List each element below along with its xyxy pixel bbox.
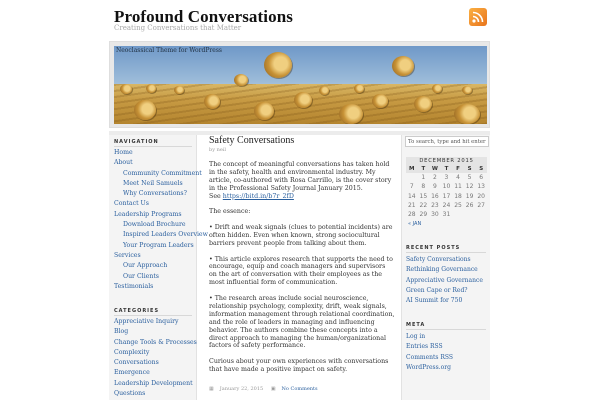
calendar-weekday: F xyxy=(452,165,464,173)
post-paragraph: • Drift and weak signals (clues to potential incidents) are often hidden. Even when known, strong sociocultural barriers prevent people from talking about them. xyxy=(209,224,393,247)
nav-item-why-conversations[interactable]: Why Conversations? xyxy=(123,190,187,198)
calendar-day: 6 xyxy=(479,174,484,182)
calendar-day: 11 xyxy=(454,183,462,191)
calendar-day: 21 xyxy=(407,202,416,210)
recent-post-green-cape-or-red[interactable]: Green Cape or Red? xyxy=(406,286,468,294)
nav-item-inspired-leaders-overview[interactable]: Inspired Leaders Overview xyxy=(123,231,208,239)
calendar-day: 9 xyxy=(432,183,437,191)
header-tagline: Neoclassical Theme for WordPress xyxy=(116,47,222,54)
nav-item-our-approach[interactable]: Our Approach xyxy=(123,262,168,270)
meta-item-entries-rss[interactable]: Entries RSS xyxy=(406,343,443,351)
calendar-weekday: T xyxy=(441,165,453,173)
meta-title: META xyxy=(406,322,426,328)
post-paragraph: • This article explores research that supports the need to encourage, equip and coach managers and supervisors on the art of conversation with their employees as the most influential form of communication. xyxy=(209,255,393,287)
calendar-widget xyxy=(406,157,487,227)
rss-feed-icon[interactable] xyxy=(469,8,487,26)
search-input[interactable]: To search, type and hit enter xyxy=(405,136,489,147)
post-title[interactable]: Safety Conversations xyxy=(209,135,295,146)
calendar-day: 23 xyxy=(431,202,439,210)
post-meta xyxy=(209,386,318,392)
calendar-week xyxy=(406,173,487,182)
navigation-title: NAVIGATION xyxy=(114,139,159,145)
categories-list xyxy=(114,317,197,399)
calendar-week xyxy=(406,192,487,201)
calendar-day: 25 xyxy=(454,202,462,210)
category-item-emergence[interactable]: Emergence xyxy=(114,369,150,377)
calendar-caption: DECEMBER 2015 xyxy=(406,157,487,165)
recent-posts-list xyxy=(406,255,483,306)
comments-link[interactable]: No Comments xyxy=(281,386,318,392)
post-paragraph: The essence: xyxy=(209,208,251,216)
calendar-day: 3 xyxy=(444,174,449,182)
main-content xyxy=(203,135,397,400)
navigation-menu xyxy=(114,148,208,292)
calendar-day: 14 xyxy=(407,192,416,200)
post-byline: by neil xyxy=(209,147,226,153)
calendar-day: 18 xyxy=(454,192,462,200)
calendar-day xyxy=(452,210,464,219)
calendar-day: 19 xyxy=(465,192,474,200)
calendar-day: 4 xyxy=(456,174,460,182)
post-date: January 22, 2015 xyxy=(219,386,264,392)
category-item-appreciative-inquiry[interactable]: Appreciative Inquiry xyxy=(114,318,179,325)
calendar-day: 13 xyxy=(477,183,485,191)
divider xyxy=(406,329,486,330)
meta-item-log-in[interactable]: Log in xyxy=(406,333,426,340)
meta-item-comments-rss[interactable]: Comments RSS xyxy=(406,353,454,361)
category-item-complexity[interactable]: Complexity xyxy=(114,348,150,356)
recent-post-safety-conversations[interactable]: Safety Conversations xyxy=(406,256,471,263)
calendar-weekday: W xyxy=(429,165,441,173)
nav-item-community-commitment[interactable]: Community Commitment xyxy=(123,169,202,177)
category-item-conversations[interactable]: Conversations xyxy=(114,359,159,367)
calendar-week xyxy=(406,182,487,191)
divider xyxy=(406,252,486,253)
nav-item-leadership-programs[interactable]: Leadership Programs xyxy=(114,210,182,218)
category-item-leadership-development[interactable]: Leadership Development xyxy=(114,379,193,387)
recent-post-appreciative-governance[interactable]: Appreciative Governance xyxy=(406,276,483,284)
calendar-day: 8 xyxy=(421,183,426,191)
recent-posts-title: RECENT POSTS xyxy=(406,245,461,251)
calendar-day xyxy=(406,173,418,182)
category-item-questions[interactable]: Questions xyxy=(114,390,146,398)
calendar-day: 20 xyxy=(477,192,485,200)
categories-title: CATEGORIES xyxy=(114,308,160,314)
category-item-change-tools-processes[interactable]: Change Tools & Processes xyxy=(114,338,197,346)
calendar-day: 22 xyxy=(419,202,428,210)
header-image xyxy=(114,46,487,124)
comment-icon: ▣ xyxy=(270,386,276,392)
divider xyxy=(114,146,192,147)
calendar-table xyxy=(406,165,487,219)
post-body xyxy=(209,161,395,382)
calendar-day: 27 xyxy=(477,202,485,210)
calendar-day: 2 xyxy=(432,174,437,182)
calendar-day: 15 xyxy=(419,192,428,200)
calendar-icon: ▦ xyxy=(209,386,214,392)
nav-item-home[interactable]: Home xyxy=(114,149,133,156)
calendar-day: 10 xyxy=(442,183,451,191)
calendar-day: 7 xyxy=(409,183,414,191)
calendar-weekday: S xyxy=(475,165,487,173)
calendar-weekday: T xyxy=(418,165,430,173)
calendar-day: 1 xyxy=(421,174,426,182)
calendar-day: 30 xyxy=(431,211,439,219)
meta-list xyxy=(406,332,453,373)
post-link[interactable]: https://bitd.in/b7r_2fD xyxy=(222,192,294,200)
nav-item-our-clients[interactable]: Our Clients xyxy=(123,272,159,280)
calendar-prev-link[interactable]: « JAN xyxy=(408,221,422,228)
post-paragraph: Curious about your own experiences with conversations that have made a positive impact on safety. xyxy=(209,358,389,374)
post-paragraph: The concept of meaningful conversations has taken hold in the safety, health and environmental industry. My article, co-authored with Rosa Carrillo, is the cover story in the Professional Safety Journal January 2015. See https://bitd.in/b7r_2fD xyxy=(209,161,392,200)
nav-item-about[interactable]: About xyxy=(114,159,133,167)
meta-item-wordpress-org[interactable]: WordPress.org xyxy=(406,363,451,371)
right-sidebar xyxy=(401,135,490,400)
calendar-day: 31 xyxy=(442,211,451,219)
calendar-day: 12 xyxy=(465,183,474,191)
calendar-day: 24 xyxy=(442,202,451,210)
calendar-day: 16 xyxy=(431,192,439,200)
nav-item-your-program-leaders[interactable]: Your Program Leaders xyxy=(123,241,194,249)
calendar-day: 26 xyxy=(465,202,474,210)
nav-item-contact-us[interactable]: Contact Us xyxy=(114,200,149,208)
calendar-week xyxy=(406,201,487,210)
site-title[interactable]: Profound Conversations xyxy=(114,7,293,26)
calendar-day: 29 xyxy=(419,211,428,219)
nav-item-meet-neil-samuels[interactable]: Meet Neil Samuels xyxy=(123,179,183,187)
calendar-day xyxy=(464,210,476,219)
calendar-day: 28 xyxy=(407,211,416,219)
nav-item-download-brochure[interactable]: Download Brochure xyxy=(123,221,186,229)
calendar-day xyxy=(475,210,487,219)
site-description: Creating Conversations that Matter xyxy=(114,24,242,32)
calendar-weekday: S xyxy=(464,165,476,173)
category-item-blog[interactable]: Blog xyxy=(114,328,129,336)
post-paragraph: • The research areas include social neuroscience, relationship psychology, complexity, drift, weak signals, information management through relational coordination, and the role of leaders in managing and influencing behavior. The authors combine these concepts into a direct approach to managing the human/organizational factors of safety performance. xyxy=(209,294,395,350)
nav-item-services[interactable]: Services xyxy=(114,251,141,259)
calendar-day: 17 xyxy=(442,192,451,200)
calendar-weekday: M xyxy=(406,165,418,173)
left-sidebar xyxy=(109,135,208,400)
calendar-week xyxy=(406,210,487,219)
recent-post-ai-summit-for-750[interactable]: AI Summit for 750 xyxy=(406,297,463,305)
recent-post-rethinking-governance[interactable]: Rethinking Governance xyxy=(406,266,478,274)
calendar-day: 5 xyxy=(467,174,472,182)
nav-item-testimonials[interactable]: Testimonials xyxy=(114,282,154,290)
divider xyxy=(114,315,192,316)
